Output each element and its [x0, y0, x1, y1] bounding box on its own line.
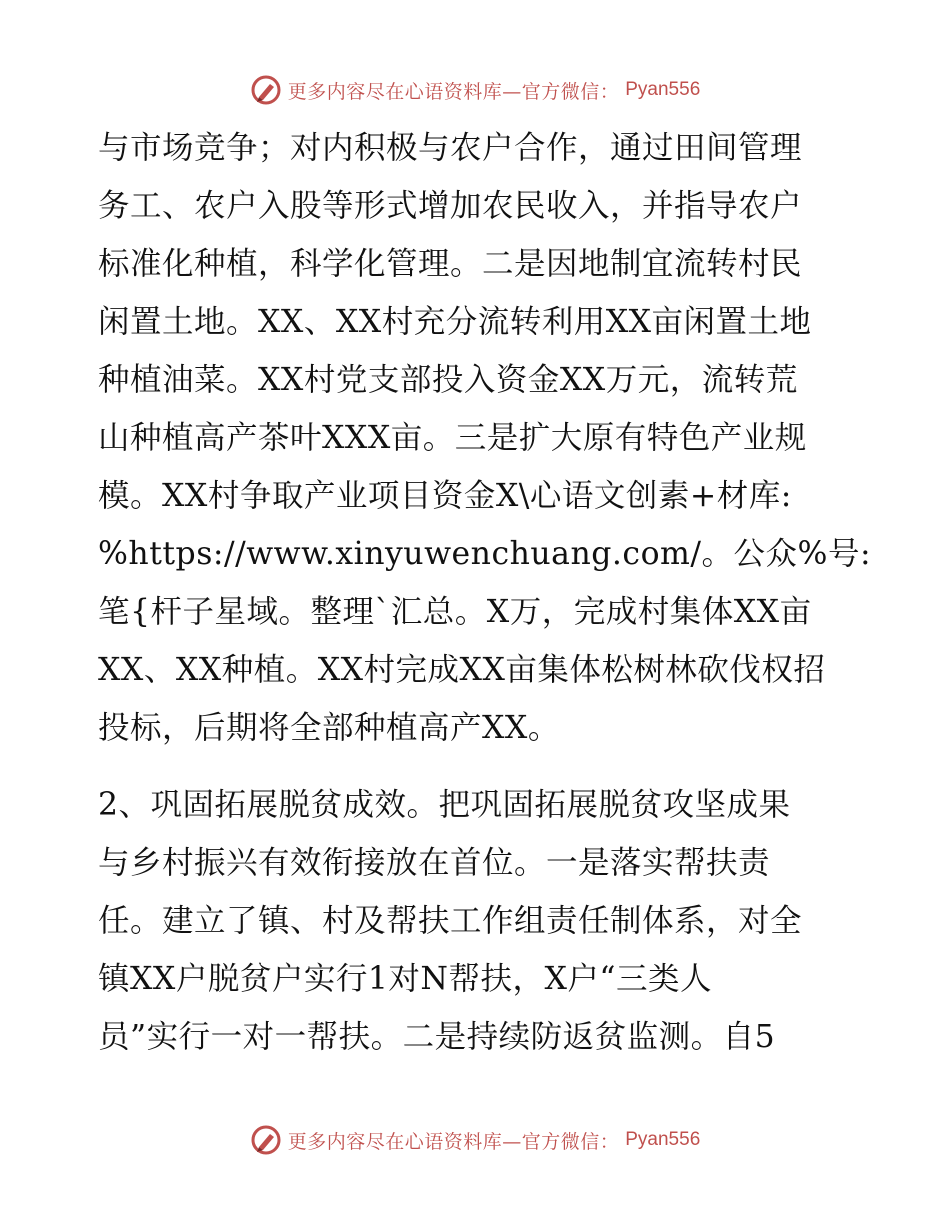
text-line: 2、巩固拓展脱贫成效。把巩固拓展脱贫攻坚成果 — [98, 787, 791, 823]
watermark-wechat-id: Pyan556 — [625, 1129, 701, 1150]
watermark-wechat-id: Pyan556 — [625, 79, 701, 100]
text-line: 山种植高产茶叶XXX亩。三是扩大原有特色产业规 — [98, 420, 807, 456]
text-line: 员”实行一对一帮扶。二是持续防返贫监测。自5 — [98, 1019, 776, 1055]
watermark-footer — [0, 1120, 950, 1160]
text-line: 与市场竞争；对内积极与农户合作，通过田间管理 — [98, 130, 803, 166]
watermark-text: 更多内容尽在心语资料库—官方微信： — [287, 1130, 620, 1153]
pen-logo-icon — [250, 74, 282, 106]
text-line: 闲置土地。XX、XX村充分流转利用XX亩闲置土地 — [98, 304, 812, 340]
text-line: XX、XX种植。XX村完成XX亩集体松树林砍伐权招 — [98, 652, 826, 688]
text-line: 笔{杆子星域。整理`汇总。X万，完成村集体XX亩 — [98, 594, 812, 630]
text-line: 模。XX村争取产业项目资金X\心语文创素+材库: — [98, 478, 792, 514]
text-line: 种植油菜。XX村党支部投入资金XX万元，流转荒 — [98, 362, 798, 398]
text-line: 投标，后期将全部种植高产XX。 — [98, 710, 560, 746]
pen-logo-icon — [250, 1124, 282, 1156]
text-line: 标准化种植，科学化管理。二是因地制宜流转村民 — [98, 246, 803, 282]
text-line: %https://www.xinyuwenchuang.com/。公众%号: — [98, 536, 872, 572]
text-line: 务工、农户入股等形式增加农民收入，并指导农户 — [98, 188, 803, 224]
watermark-text: 更多内容尽在心语资料库—官方微信： — [287, 80, 620, 103]
watermark-header — [0, 70, 950, 110]
text-line: 与乡村振兴有效衔接放在首位。一是落实帮扶责 — [98, 845, 771, 881]
text-line: 镇XX户脱贫户实行1对N帮扶，X户“三类人 — [98, 961, 712, 997]
text-line: 任。建立了镇、村及帮扶工作组责任制体系，对全 — [98, 903, 803, 939]
